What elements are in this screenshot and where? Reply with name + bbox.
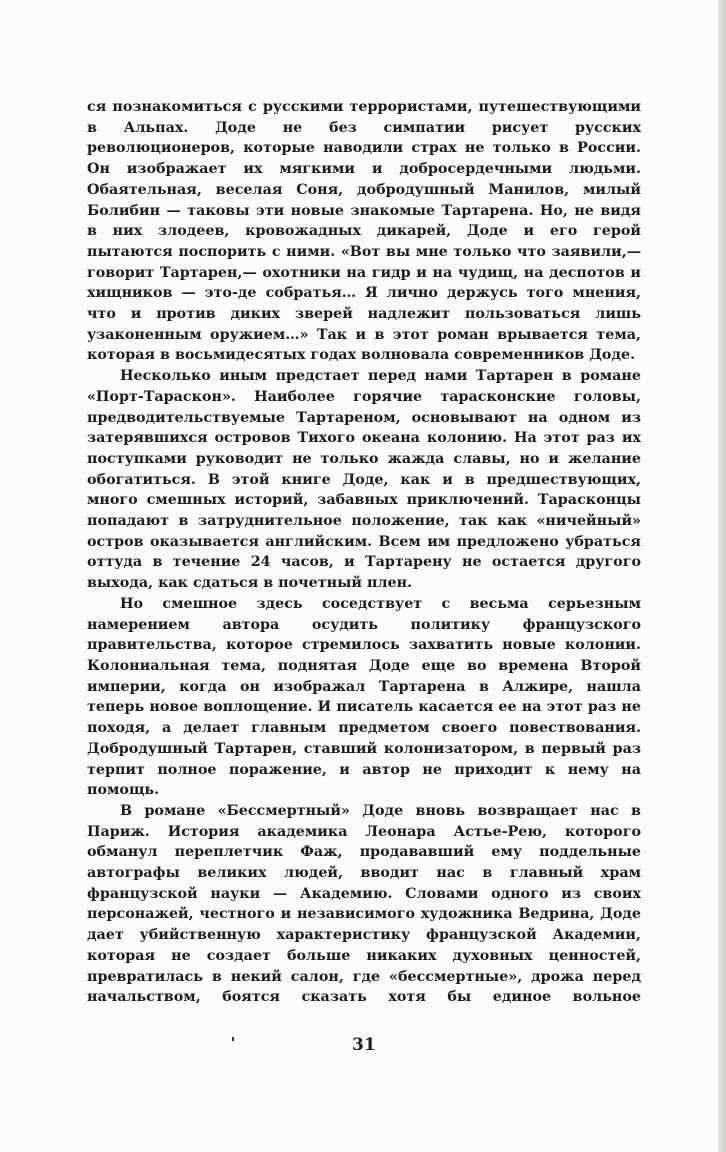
print-speck xyxy=(232,1037,234,1041)
page-number: 31 xyxy=(352,1035,376,1055)
paragraph-4: В романе «Бессмертный» Доде вновь возвращает нас в Париж. История академика Леонара Астье-Рею, которого обманул переплетчик Фаж, продававший ему поддельные автографы великих людей, вводит нас в главный храм французской науки — Академию. Словами одного из своих персонажей, честного и независимого художника Ведрина, Доде дает убийственную характеристику французской Академии, которая не создает больше никаких духовных ценностей, превратилась в некий салон, где «бессмертные», дрожа перед начальством, боятся сказать хотя бы единое вольное xyxy=(87,802,641,1006)
paragraph-1: ся познакомиться с русскими террористами, путешествующими в Альпах. Доде не без симпатии рисует русских революционеров, которые наводили страх не только в России. Он изображает их мягкими и добросердечными людьми. Обаятельная, веселая Соня, добродушный Манилов, милый Болибин — таковы эти новые знакомые Тартарена. Но, не видя в них злодеев, кровожадных дикарей, Доде и его герой пытаются поспорить с ними. «Вот вы мне только что заявили,— говорит Тартарен,— охотники на гидр и на чудищ, на деспотов и хищников — это-де собратья… Я лично держусь того мнения, что и против диких зверей надлежит пользоваться лишь узаконенным оружием…» Так и в этот роман врывается тема, которая в восьмидесятых годах волновала современников Доде. xyxy=(87,99,641,364)
page-edge-shadow xyxy=(718,0,726,1152)
paragraph-3: Но смешное здесь соседствует с весьма серьезным намерением автора осудить политику французского правительства, которое стремилось захватить новые колонии. Колониальная тема, поднятая Доде еще во времена Второй империи, когда он изображал Тартарена в Алжире, нашла теперь новое воплощение. И писатель касается ее на этот раз не походя, а делает главным предметом своего повествования. Добродушный Тартарен, ставший колонизатором, в первый раз терпит полное поражение, и автор не приходит к нему на помощь. xyxy=(87,595,641,799)
paragraph-2: Несколько иным предстает перед нами Тартарен в романе «Порт-Тараскон». Наиболее горячие тарасконские головы, предводительствуемые Тартареном, основывают на одном из затерявшихся островов Тихого океана колонию. На этот раз их поступками руководит не только жажда славы, но и желание обогатиться. В этой книге Доде, как и в предшествующих, много смешных историй, забавных приключений. Тарасконцы попадают в затруднительное положение, так как «ничейный» остров оказывается английским. Всем им предложено убраться оттуда в течение 24 часов, и Тартарену не остается другого выхода, как сдаться в почетный плен. xyxy=(87,368,641,592)
body-text xyxy=(87,97,641,1008)
